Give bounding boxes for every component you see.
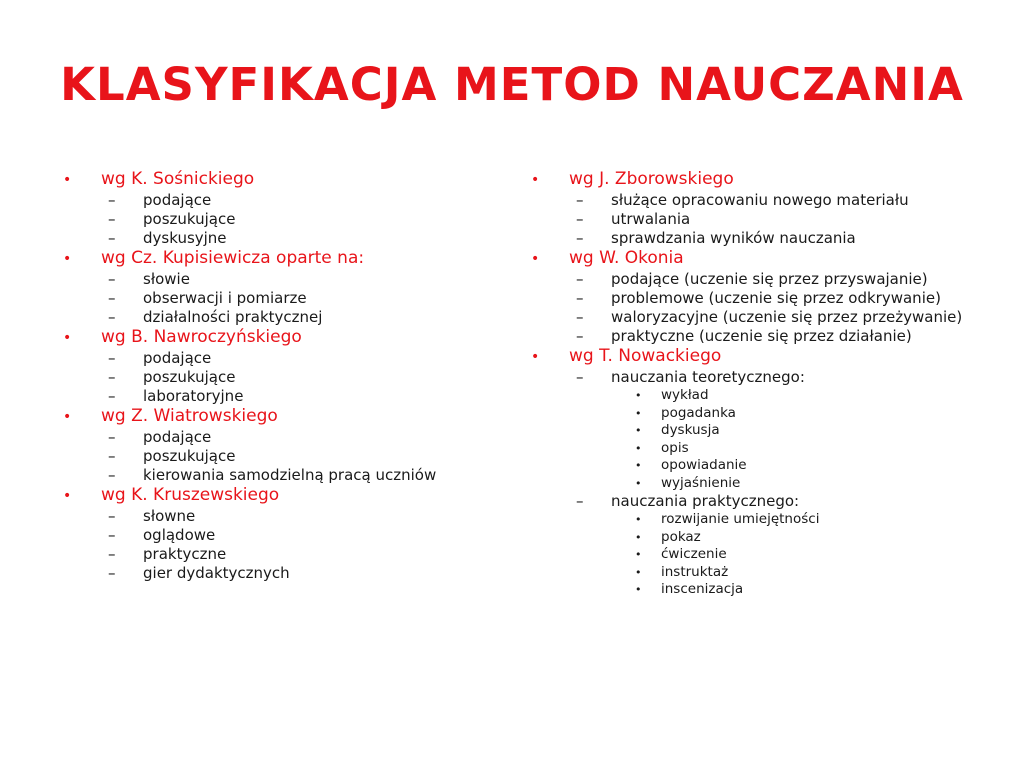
list-item-label: sprawdzania wyników nauczania (611, 229, 856, 247)
list-item-label: podające (143, 191, 212, 209)
dash-icon: – (576, 368, 584, 386)
sub-list-item-label: rozwijanie umiejętności (661, 511, 820, 527)
dash-icon: – (576, 270, 584, 288)
sub-list-item-label: wykład (661, 387, 709, 403)
list-item-label: poszukujące (143, 368, 236, 386)
list-item-label: praktyczne (uczenie się przez działanie) (611, 327, 912, 345)
list-item-label: problemowe (uczenie się przez odkrywanie) (611, 289, 941, 307)
sub-list-item-label: inscenizacja (661, 581, 744, 597)
list-item-label: poszukujące (143, 447, 236, 465)
category-header-label: wg B. Nawroczyńskiego (101, 327, 302, 347)
column-right (528, 169, 994, 599)
bullet-icon: • (635, 565, 642, 579)
bullet-icon: • (531, 172, 540, 188)
list-item (60, 564, 528, 583)
dash-icon: – (576, 308, 584, 326)
dash-icon: – (108, 289, 116, 307)
list-item (60, 210, 528, 229)
list-item-label: nauczania praktycznego: (611, 492, 800, 510)
list-item-label: utrwalania (611, 210, 691, 228)
bullet-icon: • (63, 251, 72, 267)
list-item (60, 545, 528, 564)
dash-icon: – (108, 349, 116, 367)
sub-list-item-label: opis (661, 439, 689, 456)
dash-icon: – (108, 428, 116, 446)
list-item (60, 229, 528, 248)
sub-list-item (528, 581, 994, 599)
list-item (528, 191, 994, 210)
list-item-label: laboratoryjne (143, 387, 244, 405)
column-left (60, 169, 528, 599)
dash-icon: – (108, 368, 116, 386)
list-item-label: słowne (143, 507, 196, 525)
bullet-icon: • (635, 406, 642, 420)
category-header-label: wg K. Sośnickiego (101, 169, 255, 189)
list-item (60, 308, 528, 327)
list-item (528, 210, 994, 229)
list-item (60, 289, 528, 308)
bullet-icon: • (63, 172, 72, 188)
list-item-label: gier dydaktycznych (143, 564, 290, 582)
bullet-icon: • (635, 476, 642, 490)
dash-icon: – (576, 327, 584, 345)
list-item-label: służące opracowaniu nowego materiału (611, 191, 909, 209)
dash-icon: – (576, 289, 584, 307)
list-item (60, 387, 528, 406)
list-item-label: podające (uczenie się przez przyswajanie) (611, 270, 928, 288)
list-item (528, 368, 994, 387)
bullet-icon: • (635, 424, 642, 437)
dash-icon: – (108, 191, 116, 209)
category-header (528, 169, 994, 191)
sub-list-item-label: dyskusja (661, 422, 720, 438)
sub-list-item (528, 546, 994, 564)
bullet-icon: • (63, 409, 72, 425)
list-item (60, 466, 528, 485)
dash-icon: – (108, 270, 116, 288)
sub-list-item (528, 405, 994, 423)
sub-list-item-label: instruktaż (661, 563, 729, 580)
dash-icon: – (108, 210, 116, 228)
sub-list-item-label: ćwiczenie (661, 546, 727, 562)
category-header (528, 346, 994, 368)
sub-list-item-label: pokaz (661, 528, 701, 545)
sub-list-item-label: opowiadanie (661, 457, 747, 473)
dash-icon: – (108, 308, 116, 326)
dash-icon: – (108, 466, 116, 484)
sub-list-item-label: pogadanka (661, 404, 736, 421)
list-item-label: podające (143, 349, 212, 367)
list-item (528, 492, 994, 511)
bullet-icon: • (635, 441, 642, 455)
dash-icon: – (108, 507, 116, 525)
bullet-icon: • (531, 251, 540, 267)
sub-list-item (528, 511, 994, 529)
list-item (528, 229, 994, 248)
category-header (528, 248, 994, 270)
bullet-icon: • (63, 488, 72, 504)
dash-icon: – (576, 229, 584, 247)
list-item (60, 428, 528, 447)
category-header (60, 327, 528, 349)
list-item-label: obserwacji i pomiarze (143, 289, 307, 307)
bullet-icon: • (635, 513, 642, 526)
list-item (528, 308, 994, 327)
list-item (60, 349, 528, 368)
bullet-icon: • (635, 459, 642, 472)
sub-list-item (528, 475, 994, 493)
list-item-label: poszukujące (143, 210, 236, 228)
category-header-label: wg W. Okonia (569, 248, 684, 268)
list-item (60, 270, 528, 289)
list-item-label: praktyczne (143, 545, 227, 563)
category-header-label: wg J. Zborowskiego (569, 169, 734, 189)
sub-list-item (528, 457, 994, 475)
bullet-icon: • (635, 583, 642, 596)
category-header (60, 406, 528, 428)
category-header-label: wg Cz. Kupisiewicza oparte na: (101, 248, 365, 268)
list-item-label: działalności praktycznej (143, 308, 323, 326)
dash-icon: – (108, 545, 116, 563)
category-header-label: wg T. Nowackiego (569, 346, 722, 366)
bullet-icon: • (635, 548, 642, 561)
bullet-icon: • (635, 530, 642, 544)
bullet-icon: • (635, 389, 642, 402)
list-item (528, 327, 994, 346)
sub-list-item (528, 440, 994, 458)
sub-list-item (528, 387, 994, 405)
sub-list-item-label: wyjaśnienie (661, 474, 741, 491)
category-header-label: wg K. Kruszewskiego (101, 485, 280, 505)
list-item-label: dyskusyjne (143, 229, 227, 247)
list-item-label: słowie (143, 270, 190, 288)
bullet-icon: • (531, 349, 540, 365)
list-item (60, 507, 528, 526)
list-item-label: waloryzacyjne (uczenie się przez przeżywanie) (611, 308, 963, 326)
sub-list-item (528, 564, 994, 582)
slide-body (0, 169, 1024, 599)
list-item (60, 368, 528, 387)
category-header (60, 169, 528, 191)
list-item-label: kierowania samodzielną pracą uczniów (143, 466, 437, 484)
list-item (60, 526, 528, 545)
dash-icon: – (576, 210, 584, 228)
category-header (60, 248, 528, 270)
list-item (528, 289, 994, 308)
list-item (60, 191, 528, 210)
bullet-icon: • (63, 330, 72, 346)
dash-icon: – (576, 191, 584, 209)
dash-icon: – (108, 564, 116, 582)
list-item-label: podające (143, 428, 212, 446)
slide-title: KLASYFIKACJA METOD NAUCZANIA (60, 58, 964, 111)
sub-list-item (528, 422, 994, 440)
dash-icon: – (108, 229, 116, 247)
list-item-label: nauczania teoretycznego: (611, 368, 805, 386)
list-item-label: oglądowe (143, 526, 216, 544)
dash-icon: – (108, 447, 116, 465)
dash-icon: – (108, 526, 116, 544)
dash-icon: – (108, 387, 116, 405)
dash-icon: – (576, 492, 584, 510)
sub-list-item (528, 529, 994, 547)
list-item (60, 447, 528, 466)
category-header (60, 485, 528, 507)
list-item (528, 270, 994, 289)
category-header-label: wg Z. Wiatrowskiego (101, 406, 278, 426)
